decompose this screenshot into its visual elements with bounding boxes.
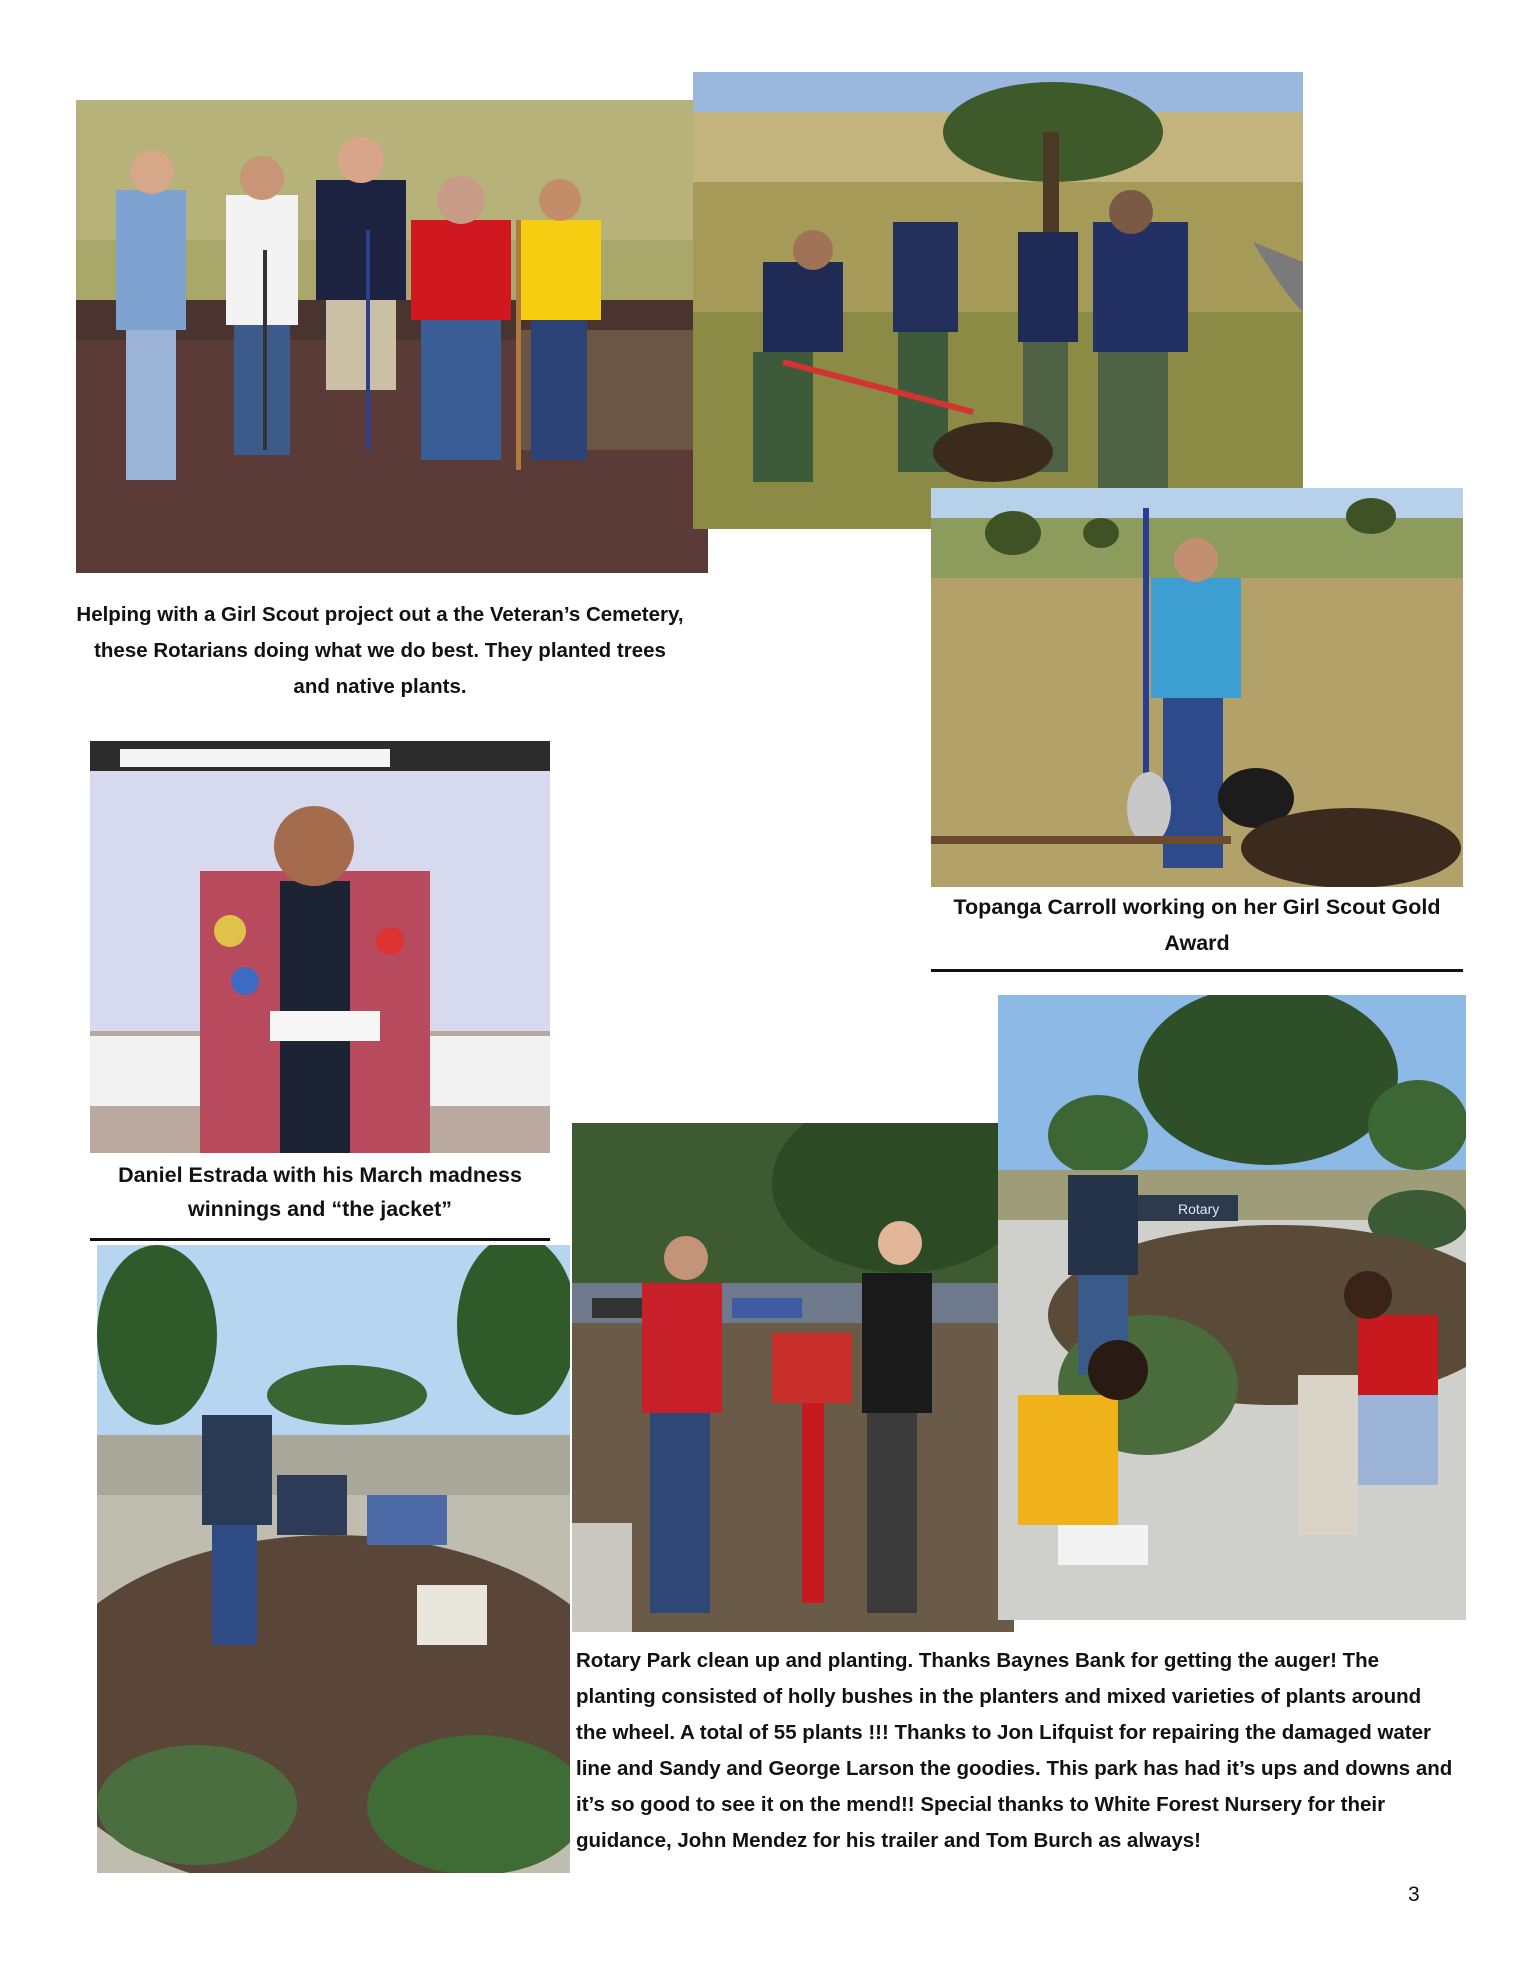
photo-rotarians-with-shovels (76, 100, 708, 573)
photo-auger-planting (572, 1123, 1014, 1632)
page-number: 3 (1408, 1883, 1420, 1906)
caption-veterans-cemetery: Helping with a Girl Scout project out a the Veteran’s Cemetery, these Rotarians doing what we do best. They planted trees and native plants. (76, 603, 684, 698)
caption-topanga-carroll: Topanga Carroll working on her Girl Scout Gold Award (953, 895, 1441, 955)
caption-rotary-park: Rotary Park clean up and planting. Thanks Baynes Bank for getting the auger! The planting consisted of holly bushes in the planters and mixed varieties of plants around the wheel. A total of 55 plants !!! Thanks to Jon Lifquist for repairing the damaged water line and Sandy and George Larson the goodies. This park has had it’s ups and downs and it’s so good to see it on the mend!! Special thanks to White Forest Nursery for their guidance, John Mendez for his trailer and Tom Burch as always! (576, 1649, 1453, 1852)
divider-daniel (90, 1238, 550, 1241)
photo-fire-crew-planting (693, 72, 1303, 529)
photo-rotary-park-planting (97, 1245, 570, 1873)
caption-daniel-estrada: Daniel Estrada with his March madness winnings and “the jacket” (118, 1163, 522, 1221)
divider-topanga (931, 969, 1463, 972)
photo-rotary-wheel-planting (998, 995, 1466, 1620)
rotary-sign-text: Rotary (1178, 1201, 1220, 1217)
photo-daniel-estrada (90, 741, 550, 1153)
photo-topanga-carroll (931, 488, 1463, 887)
